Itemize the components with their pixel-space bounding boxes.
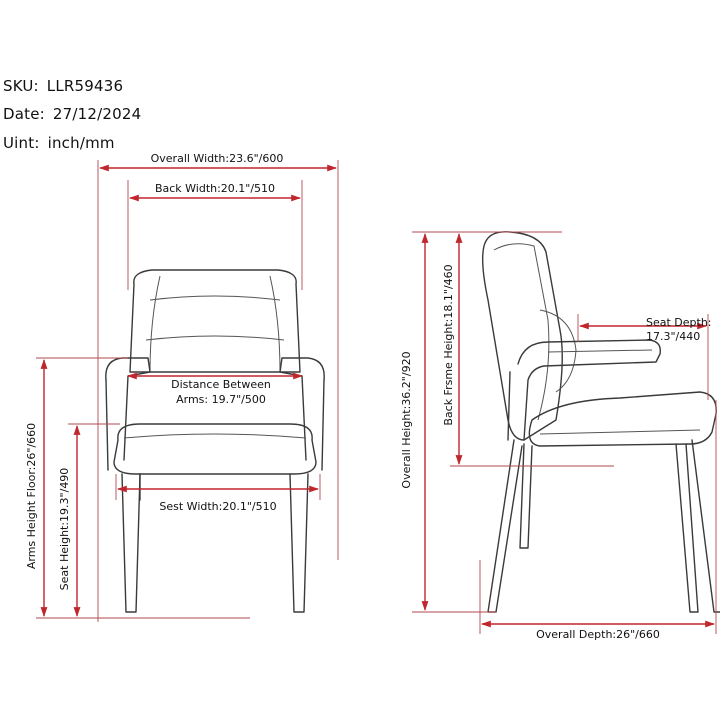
overall-width-label: Overall Width:23.6"/600 [150, 152, 284, 165]
sku-value: LLR59436 [46, 77, 124, 95]
date-label: Date: [3, 105, 45, 123]
unit-label: Uint: [3, 134, 40, 152]
seat-height-label: Seat Height:19.3"/490 [58, 467, 71, 591]
distance-between-label-1: Distance Between [171, 378, 271, 391]
overall-depth-label: Overall Depth:26"/660 [536, 628, 660, 641]
distance-between-label-2: Arms: 19.7"/500 [176, 393, 266, 406]
seat-width-label: Sest Width:20.1"/510 [159, 500, 277, 513]
front-view-chair [106, 270, 324, 612]
overall-height-label: Overall Height:36.2"/920 [400, 351, 413, 489]
seat-depth-label-1: Seat Depth: [646, 316, 712, 329]
back-frame-height-label: Back Frsme Height:18.1"/460 [442, 264, 455, 426]
side-view-chair [483, 232, 720, 612]
arms-height-label: Arms Height Floor:26"/660 [25, 422, 38, 570]
date-value: 27/12/2024 [52, 105, 142, 123]
seat-depth-label-2: 17.3"/440 [646, 330, 701, 343]
sku-label: SKU: [3, 77, 39, 95]
unit-value: inch/mm [47, 134, 115, 152]
back-width-label: Back Width:20.1"/510 [154, 182, 276, 195]
